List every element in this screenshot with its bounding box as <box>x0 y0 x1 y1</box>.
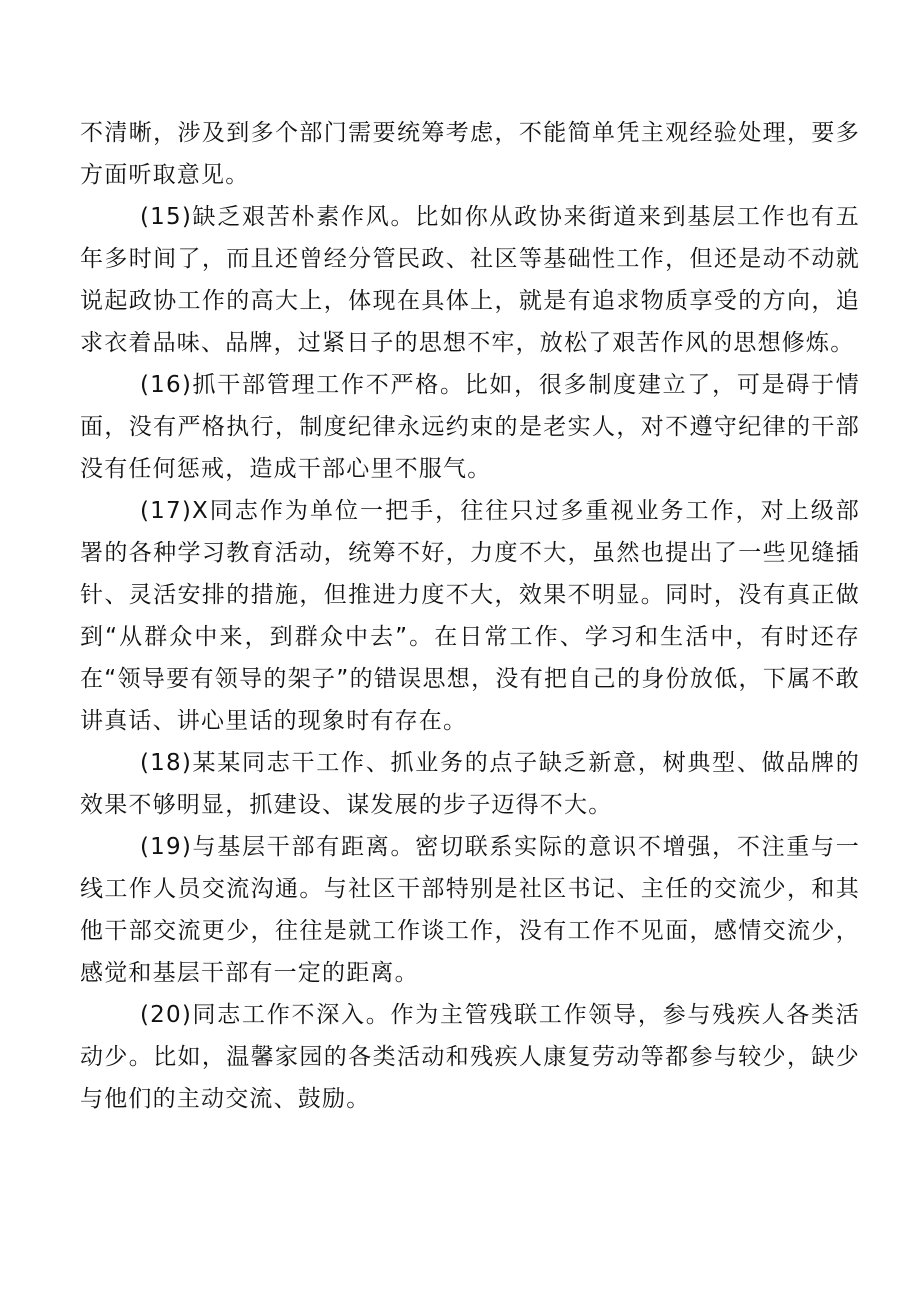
paragraph-item-16: (16)抓干部管理工作不严格。比如，很多制度建立了，可是碍于情面，没有严格执行，制度纪律永远约束的是老实人，对不遵守纪律的干部没有任何惩戒，造成干部心里不服气。 <box>80 372 860 482</box>
paragraph-item-15: (15)缺乏艰苦朴素作风。比如你从政协来街道来到基层工作也有五年多时间了，而且还曾经分管民政、社区等基础性工作，但还是动不动就说起政协工作的高大上，体现在具体上，就是有追求物质享受的方向，追求衣着品味、品牌，过紧日子的思想不牢，放松了艰苦作风的思想修炼。 <box>80 204 860 356</box>
paragraph-item-19: (19)与基层干部有距离。密切联系实际的意识不增强，不注重与一线工作人员交流沟通。与社区干部特别是社区书记、主任的交流少，和其他干部交流更少，往往是就工作谈工作，没有工作不见面，感情交流少，感觉和基层干部有一定的距离。 <box>80 834 860 986</box>
document-body <box>80 112 860 1120</box>
paragraph-item-17: (17)X同志作为单位一把手，往往只过多重视业务工作，对上级部署的各种学习教育活动，统筹不好，力度不大，虽然也提出了一些见缝插针、灵活安排的措施，但推进力度不大，效果不明显。同时，没有真正做到“从群众中来，到群众中去”。在日常工作、学习和生活中，有时还存在“领导要有领导的架子”的错误思想，没有把自己的身份放低，下属不敢讲真话、讲心里话的现象时有存在。 <box>80 498 860 734</box>
paragraph-continuation: 不清晰，涉及到多个部门需要统筹考虑，不能简单凭主观经验处理，要多方面听取意见。 <box>80 120 860 188</box>
paragraph-item-18: (18)某某同志干工作、抓业务的点子缺乏新意，树典型、做品牌的效果不够明显，抓建设、谋发展的步子迈得不大。 <box>80 750 860 818</box>
paragraph-item-20: (20)同志工作不深入。作为主管残联工作领导，参与残疾人各类活动少。比如，温馨家园的各类活动和残疾人康复劳动等都参与较少，缺少与他们的主动交流、鼓励。 <box>80 1002 860 1112</box>
